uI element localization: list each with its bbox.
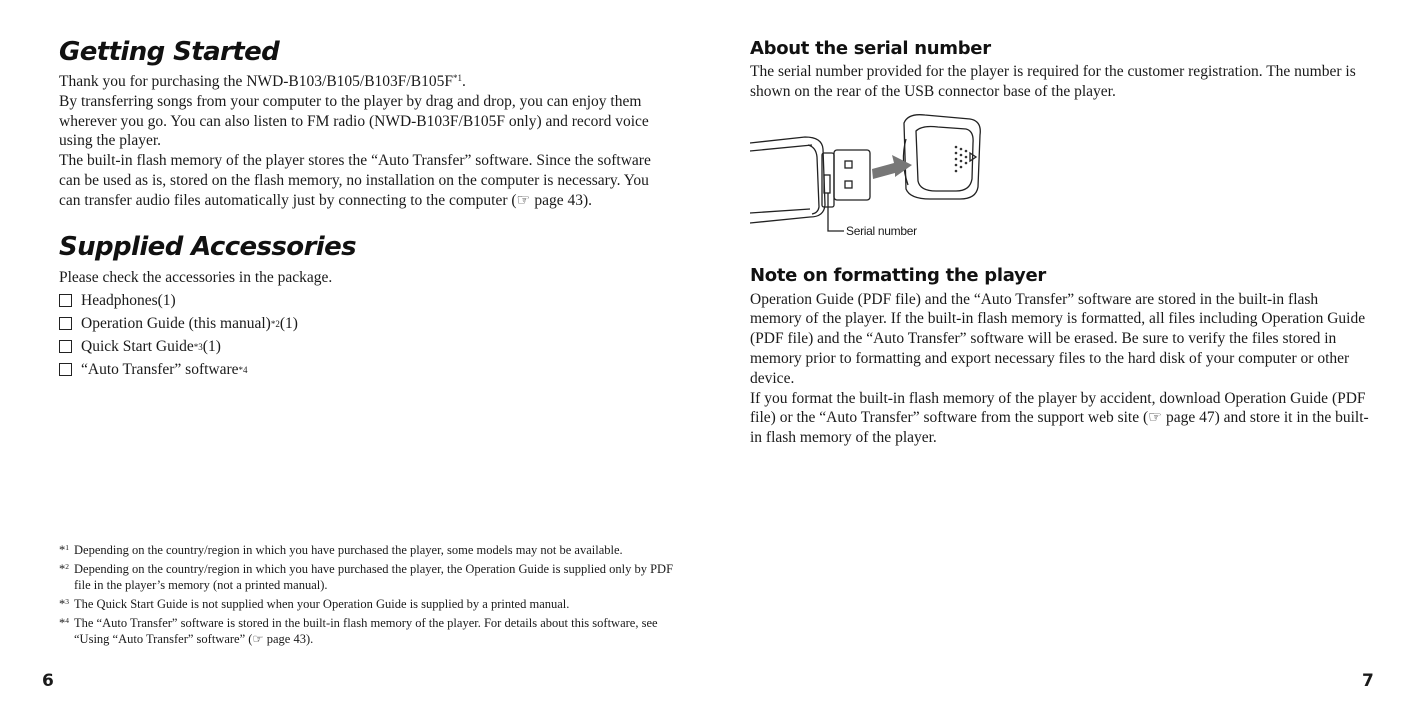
serial-number-body: The serial number provided for the player is required for the customer registration. The number is shown on the rear of the USB connector base of the player. bbox=[750, 63, 1356, 100]
checkbox-icon bbox=[59, 317, 72, 330]
footnotes bbox=[59, 542, 679, 650]
getting-started-intro: Thank you for purchasing the NWD-$B103/B105/B103F/B105F^{*1}$. bbox=[59, 73, 466, 90]
left-page bbox=[59, 0, 669, 381]
pointing-hand-icon: ☞ bbox=[1148, 409, 1163, 427]
footnote: *$^1$ Depending on the country/region in which you have purchased the player, some models may not be available. bbox=[59, 543, 623, 557]
accessory-item: Quick Start Guide *3 (1) bbox=[59, 335, 669, 358]
getting-started-auto-transfer: The built-in flash memory of the player stores the “Auto Transfer” software. Since the software can be used as is, stored on the flash memory, no installation on the computer is necessary. You can transfer audio files automatically just by connecting to the computer (☞ page 43). bbox=[59, 152, 651, 209]
getting-started-heading: Getting Started bbox=[59, 37, 280, 67]
formatting-heading: Note on formatting the player bbox=[750, 264, 1046, 286]
getting-started-transfer: By transferring songs from your computer to the player by drag and drop, you can enjoy them wherever you go. You can also listen to FM radio (NWD-B103F/B105F only) and record voice using the player. bbox=[59, 92, 649, 150]
accessory-item: “Auto Transfer” software *4 bbox=[59, 358, 669, 381]
usb-player-illustration bbox=[750, 113, 1010, 245]
formatting-paragraph-2: If you format the built-in flash memory of the player by accident, download Operation Guide (PDF file) or the “Auto Transfer” software from the support web site (☞ page 47) and store it in the built-in flash memory of the player. bbox=[750, 389, 1369, 447]
checkbox-icon bbox=[59, 363, 72, 376]
page-number-right: 7 bbox=[1362, 671, 1374, 691]
accessory-item: Headphones (1) bbox=[59, 289, 669, 312]
supplied-accessories-heading: Supplied Accessories bbox=[59, 231, 357, 262]
checkbox-icon bbox=[59, 340, 72, 353]
serial-number-caption: Serial number bbox=[846, 224, 917, 238]
accessories-checklist bbox=[59, 289, 669, 381]
accessory-item: Operation Guide (this manual) *2 (1) bbox=[59, 312, 669, 335]
footnote: *$^2$ Depending on the country/region in which you have purchased the player, the Operation Guide is supplied only by PDF file in the player’s memory (not a printed manual). bbox=[59, 562, 674, 592]
accessories-intro: Please check the accessories in the package. bbox=[59, 268, 333, 286]
checkbox-icon bbox=[59, 294, 72, 307]
serial-number-heading: About the serial number bbox=[750, 38, 991, 59]
page-number-left: 6 bbox=[42, 671, 54, 691]
footnote: *$^3$ The Quick Start Guide is not supplied when your Operation Guide is supplied by a printed manual. bbox=[59, 597, 570, 611]
pointing-hand-icon: ☞ bbox=[516, 191, 531, 209]
formatting-paragraph-1: Operation Guide (PDF file) and the “Auto Transfer” software are stored in the built-in flash memory of the player. If the built-in flash memory is formatted, all files including Operation Guide (PDF file) and the “Auto Transfer” software will be erased. Be sure to verify the files stored in memory prior to formatting and export necessary files to the hard disk of your computer or other device. bbox=[750, 290, 1366, 387]
footnote: *$^4$ The “Auto Transfer” software is stored in the built-in flash memory of the player. For details about this software, see “Using “Auto Transfer” software” (☞ page 43). bbox=[59, 616, 658, 646]
